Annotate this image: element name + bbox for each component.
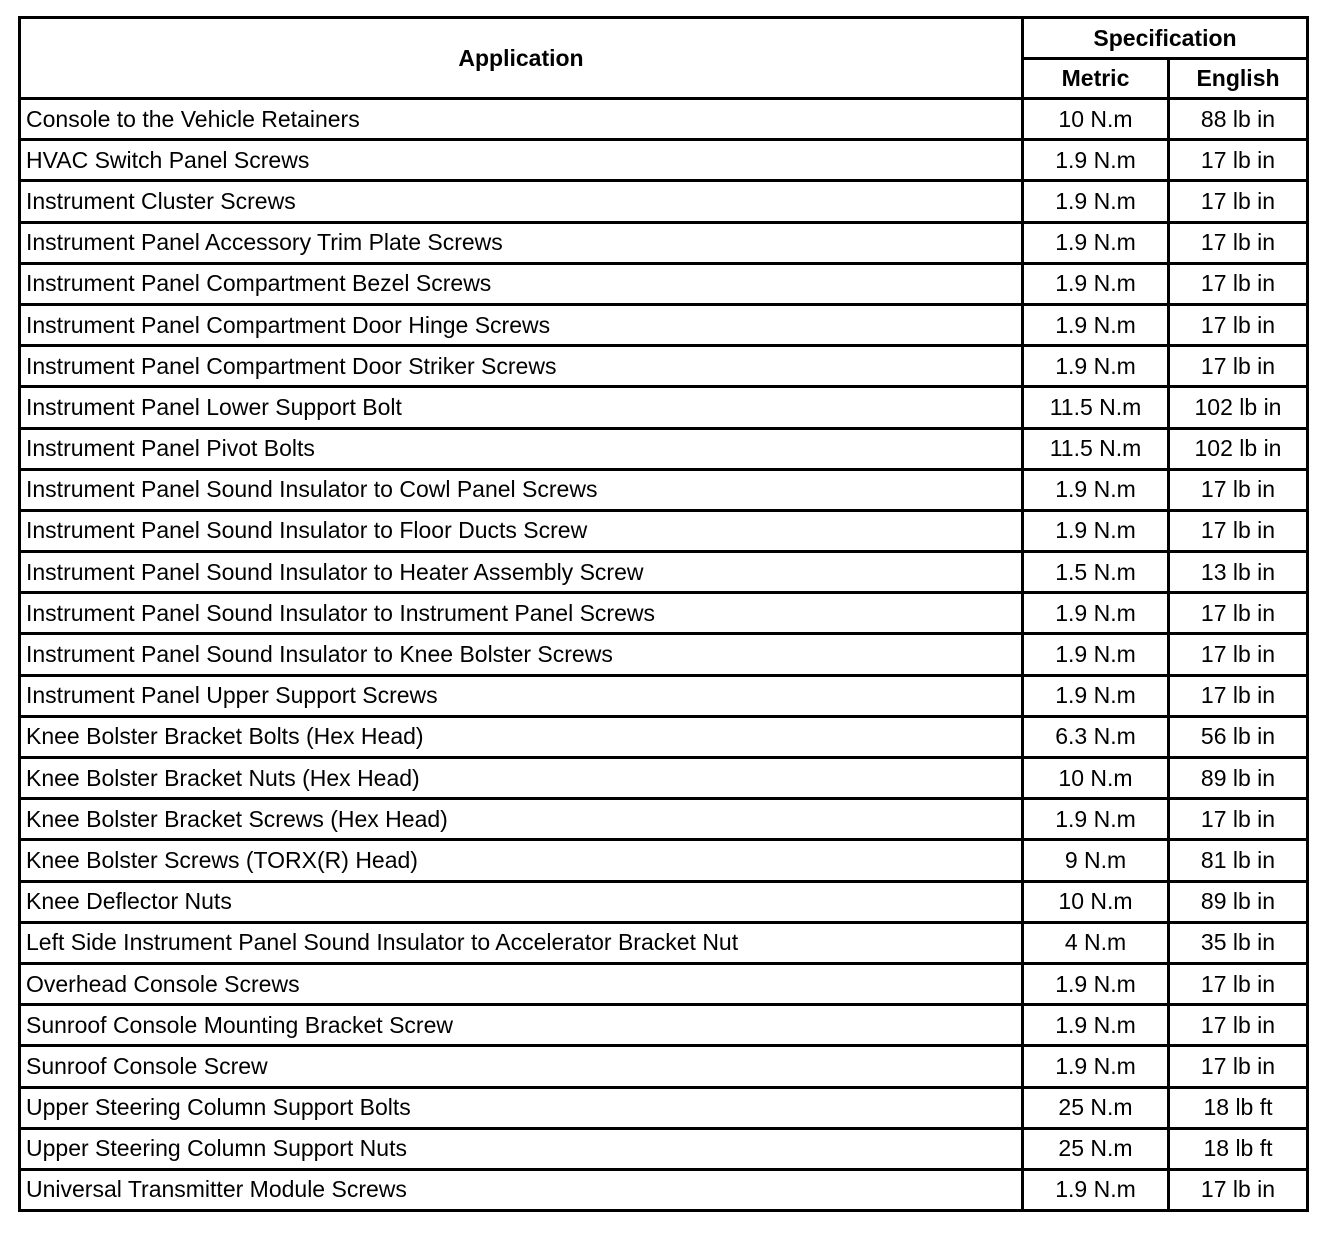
table-row bbox=[20, 510, 1308, 551]
table-row bbox=[20, 1005, 1308, 1046]
specification-group-header: Specification bbox=[1023, 18, 1308, 59]
metric-value-cell: 1.9 N.m bbox=[1023, 510, 1169, 551]
application-cell: Instrument Panel Compartment Bezel Screws bbox=[20, 263, 1023, 304]
table-row bbox=[20, 181, 1308, 222]
fastener-tightening-specifications-table bbox=[18, 16, 1309, 1212]
application-cell: Instrument Panel Compartment Door Hinge Screws bbox=[20, 304, 1023, 345]
metric-value-cell: 1.9 N.m bbox=[1023, 263, 1169, 304]
application-cell: Universal Transmitter Module Screws bbox=[20, 1169, 1023, 1210]
application-cell: Overhead Console Screws bbox=[20, 963, 1023, 1004]
application-cell: Left Side Instrument Panel Sound Insulator to Accelerator Bracket Nut bbox=[20, 922, 1023, 963]
application-cell: Knee Bolster Bracket Screws (Hex Head) bbox=[20, 799, 1023, 840]
metric-value-cell: 1.9 N.m bbox=[1023, 634, 1169, 675]
application-cell: Knee Bolster Bracket Bolts (Hex Head) bbox=[20, 716, 1023, 757]
metric-value-cell: 4 N.m bbox=[1023, 922, 1169, 963]
header-row-top bbox=[20, 18, 1308, 59]
table-body bbox=[20, 99, 1308, 1211]
table-row bbox=[20, 469, 1308, 510]
english-value-cell: 17 lb in bbox=[1169, 634, 1308, 675]
application-cell: Knee Bolster Screws (TORX(R) Head) bbox=[20, 840, 1023, 881]
metric-value-cell: 10 N.m bbox=[1023, 881, 1169, 922]
english-value-cell: 17 lb in bbox=[1169, 963, 1308, 1004]
english-value-cell: 102 lb in bbox=[1169, 428, 1308, 469]
table-row bbox=[20, 1087, 1308, 1128]
application-cell: Instrument Panel Lower Support Bolt bbox=[20, 387, 1023, 428]
application-cell: Instrument Panel Sound Insulator to Knee Bolster Screws bbox=[20, 634, 1023, 675]
application-cell: Sunroof Console Mounting Bracket Screw bbox=[20, 1005, 1023, 1046]
english-value-cell: 89 lb in bbox=[1169, 881, 1308, 922]
english-value-cell: 17 lb in bbox=[1169, 1005, 1308, 1046]
application-cell: Instrument Panel Pivot Bolts bbox=[20, 428, 1023, 469]
application-cell: Upper Steering Column Support Bolts bbox=[20, 1087, 1023, 1128]
application-cell: Upper Steering Column Support Nuts bbox=[20, 1128, 1023, 1169]
english-value-cell: 17 lb in bbox=[1169, 799, 1308, 840]
table-row bbox=[20, 1046, 1308, 1087]
metric-value-cell: 11.5 N.m bbox=[1023, 428, 1169, 469]
table-row bbox=[20, 387, 1308, 428]
metric-value-cell: 1.9 N.m bbox=[1023, 1046, 1169, 1087]
table-row bbox=[20, 593, 1308, 634]
table-row bbox=[20, 99, 1308, 140]
english-value-cell: 17 lb in bbox=[1169, 222, 1308, 263]
english-column-header: English bbox=[1169, 59, 1308, 99]
application-cell: Console to the Vehicle Retainers bbox=[20, 99, 1023, 140]
metric-value-cell: 1.9 N.m bbox=[1023, 140, 1169, 181]
metric-value-cell: 1.9 N.m bbox=[1023, 304, 1169, 345]
table-row bbox=[20, 140, 1308, 181]
table-row bbox=[20, 1169, 1308, 1210]
table-row bbox=[20, 758, 1308, 799]
metric-value-cell: 1.9 N.m bbox=[1023, 346, 1169, 387]
application-cell: Sunroof Console Screw bbox=[20, 1046, 1023, 1087]
table-row bbox=[20, 263, 1308, 304]
english-value-cell: 17 lb in bbox=[1169, 304, 1308, 345]
table-row bbox=[20, 675, 1308, 716]
english-value-cell: 17 lb in bbox=[1169, 593, 1308, 634]
english-value-cell: 35 lb in bbox=[1169, 922, 1308, 963]
table-row bbox=[20, 1128, 1308, 1169]
application-cell: Instrument Panel Upper Support Screws bbox=[20, 675, 1023, 716]
table-row bbox=[20, 304, 1308, 345]
table-row bbox=[20, 346, 1308, 387]
english-value-cell: 88 lb in bbox=[1169, 99, 1308, 140]
application-cell: Knee Deflector Nuts bbox=[20, 881, 1023, 922]
table-row bbox=[20, 634, 1308, 675]
english-value-cell: 18 lb ft bbox=[1169, 1087, 1308, 1128]
metric-value-cell: 1.9 N.m bbox=[1023, 799, 1169, 840]
table-row bbox=[20, 922, 1308, 963]
english-value-cell: 17 lb in bbox=[1169, 510, 1308, 551]
metric-value-cell: 1.9 N.m bbox=[1023, 593, 1169, 634]
english-value-cell: 17 lb in bbox=[1169, 1169, 1308, 1210]
metric-value-cell: 25 N.m bbox=[1023, 1128, 1169, 1169]
english-value-cell: 17 lb in bbox=[1169, 263, 1308, 304]
metric-value-cell: 1.9 N.m bbox=[1023, 963, 1169, 1004]
english-value-cell: 89 lb in bbox=[1169, 758, 1308, 799]
english-value-cell: 56 lb in bbox=[1169, 716, 1308, 757]
application-cell: Instrument Panel Sound Insulator to Instrument Panel Screws bbox=[20, 593, 1023, 634]
metric-column-header: Metric bbox=[1023, 59, 1169, 99]
english-value-cell: 81 lb in bbox=[1169, 840, 1308, 881]
english-value-cell: 17 lb in bbox=[1169, 140, 1308, 181]
table-row bbox=[20, 716, 1308, 757]
metric-value-cell: 1.9 N.m bbox=[1023, 469, 1169, 510]
metric-value-cell: 10 N.m bbox=[1023, 758, 1169, 799]
english-value-cell: 17 lb in bbox=[1169, 675, 1308, 716]
application-cell: Instrument Panel Sound Insulator to Floor Ducts Screw bbox=[20, 510, 1023, 551]
english-value-cell: 17 lb in bbox=[1169, 1046, 1308, 1087]
application-cell: Instrument Panel Accessory Trim Plate Screws bbox=[20, 222, 1023, 263]
metric-value-cell: 1.9 N.m bbox=[1023, 1005, 1169, 1046]
table-row bbox=[20, 881, 1308, 922]
metric-value-cell: 1.5 N.m bbox=[1023, 552, 1169, 593]
application-cell: Instrument Cluster Screws bbox=[20, 181, 1023, 222]
application-cell: HVAC Switch Panel Screws bbox=[20, 140, 1023, 181]
english-value-cell: 13 lb in bbox=[1169, 552, 1308, 593]
table-row bbox=[20, 552, 1308, 593]
english-value-cell: 17 lb in bbox=[1169, 346, 1308, 387]
metric-value-cell: 6.3 N.m bbox=[1023, 716, 1169, 757]
metric-value-cell: 11.5 N.m bbox=[1023, 387, 1169, 428]
application-cell: Instrument Panel Compartment Door Striker Screws bbox=[20, 346, 1023, 387]
metric-value-cell: 1.9 N.m bbox=[1023, 181, 1169, 222]
table-row bbox=[20, 222, 1308, 263]
metric-value-cell: 25 N.m bbox=[1023, 1087, 1169, 1128]
table-row bbox=[20, 963, 1308, 1004]
table-row bbox=[20, 840, 1308, 881]
application-cell: Instrument Panel Sound Insulator to Heater Assembly Screw bbox=[20, 552, 1023, 593]
metric-value-cell: 10 N.m bbox=[1023, 99, 1169, 140]
english-value-cell: 102 lb in bbox=[1169, 387, 1308, 428]
table-header bbox=[20, 18, 1308, 99]
metric-value-cell: 1.9 N.m bbox=[1023, 222, 1169, 263]
application-column-header: Application bbox=[20, 18, 1023, 99]
table-row bbox=[20, 799, 1308, 840]
metric-value-cell: 9 N.m bbox=[1023, 840, 1169, 881]
metric-value-cell: 1.9 N.m bbox=[1023, 675, 1169, 716]
application-cell: Knee Bolster Bracket Nuts (Hex Head) bbox=[20, 758, 1023, 799]
english-value-cell: 17 lb in bbox=[1169, 469, 1308, 510]
table-row bbox=[20, 428, 1308, 469]
application-cell: Instrument Panel Sound Insulator to Cowl Panel Screws bbox=[20, 469, 1023, 510]
english-value-cell: 17 lb in bbox=[1169, 181, 1308, 222]
metric-value-cell: 1.9 N.m bbox=[1023, 1169, 1169, 1210]
english-value-cell: 18 lb ft bbox=[1169, 1128, 1308, 1169]
